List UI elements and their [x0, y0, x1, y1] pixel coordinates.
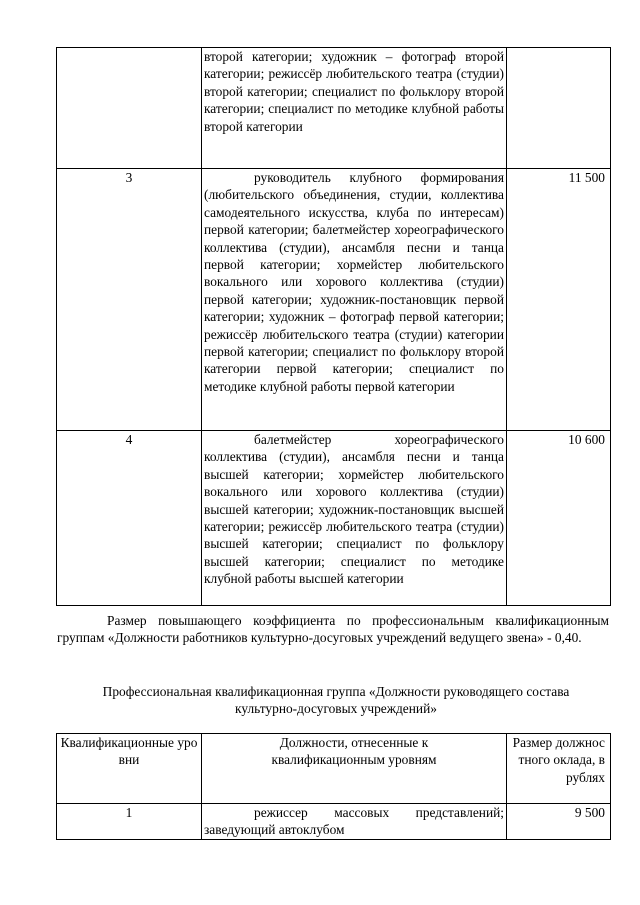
salary-cell — [507, 48, 611, 169]
qualification-table-continued — [56, 47, 611, 606]
salary-cell: 9 500 — [507, 804, 611, 840]
header-salary: Размер должностного оклада, в рублях — [507, 734, 611, 804]
position-cell: режиссер массовых представлений; заведующий автоклубом — [202, 804, 507, 840]
position-cell: второй категории; художник – фотограф второй категории; режиссёр любительского театра (студии) второй категории; специалист по фольклору второй категории; специалист по методике клубной работы второй категории — [202, 48, 507, 169]
level-cell: 4 — [57, 431, 202, 606]
position-cell: руководитель клубного формирования (любительского объединения, студии, коллектива самодеятельного искусства, клуба по интересам) первой категории; балетмейстер хореографического коллектива (студии), ансамбля песни и танца первой категории; хормейстер любительского вокального или хорового коллектива (студии) первой категории; художник-постановщик первой категории; художник – фотограф первой категории; режиссёр любительского театра (студии) категории первой категории; специалист по фольклору второй категории первой категории; специалист по методике клубной работы первой категории — [202, 169, 507, 431]
salary-cell: 11 500 — [507, 169, 611, 431]
level-cell: 1 — [57, 804, 202, 840]
header-position: Должности, отнесенные к квалификационным уровням — [202, 734, 507, 804]
table-header-row — [57, 734, 611, 804]
level-cell: 3 — [57, 169, 202, 431]
salary-cell: 10 600 — [507, 431, 611, 606]
level-cell — [57, 48, 202, 169]
section-heading: Профессиональная квалификационная группа «Должности руководящего состава культурно-досуговых учреждений» — [102, 684, 570, 717]
header-level: Квалификационные уровни — [57, 734, 202, 804]
table-row — [57, 48, 611, 169]
table-row — [57, 169, 611, 431]
leadership-qualification-table — [56, 733, 611, 840]
position-cell: балетмейстер хореографического коллектива (студии), ансамбля песни и танца высшей категории; хормейстер любительского вокального или хорового коллектива (студии) высшей категории; художник-постановщик высшей категории; режиссёр любительского театра (студии) высшей категории; специалист по фольклору высшей категории; специалист по методике клубной работы высшей категории — [202, 431, 507, 606]
table-row — [57, 804, 611, 840]
table-row — [57, 431, 611, 606]
coefficient-paragraph: Размер повышающего коэффициента по профессиональным квалификационным группам «Должности работников культурно-досуговых учреждений ведущего звена» - 0,40. — [57, 613, 609, 646]
